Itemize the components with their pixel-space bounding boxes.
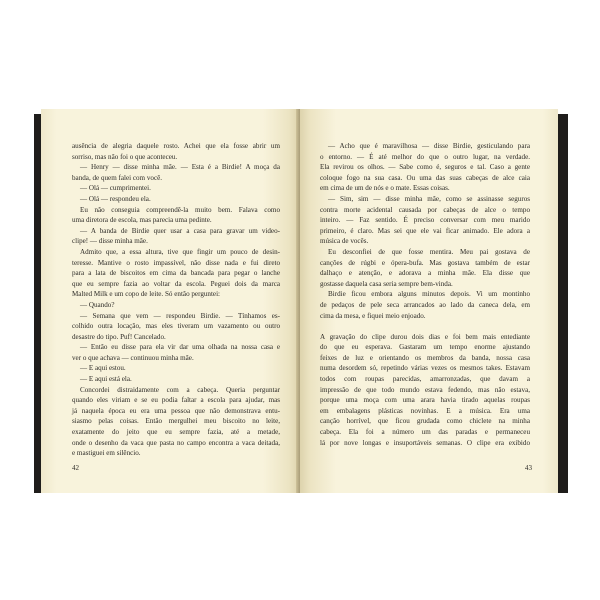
text-line: porque uma moça com uma arara havia tirado aquelas roupas	[320, 396, 530, 405]
text-line: do que eu esperava. Gastaram um tempo enorme ajustando	[320, 343, 530, 352]
text-line: Eu não conseguia compreendê-la muito bem. Falava como	[80, 205, 280, 214]
text-line: desastre do tipo. Puf! Cancelado.	[72, 332, 166, 341]
text-line: exatamente do jeito que eu sempre fazia, até a metade,	[72, 428, 280, 437]
text-line: ausência de alegria daquele rosto. Achei que ela fosse abrir um	[72, 142, 280, 150]
left-page-text	[72, 141, 280, 459]
text-line: lá por nove longas e insuportáveis semanas. O clipe era exibido	[320, 438, 530, 447]
text-line: colhido outra locação, mas eles tiveram um vazamento ou outro	[72, 322, 280, 331]
text-line: canções de rúgbi e ópera-bufa. Mas gostava também de estar	[320, 258, 530, 267]
text-line: feixes de luz e orientando os membros da banda, nossa casa	[320, 353, 530, 362]
text-line: numa desordem só, repetindo várias vezes os mesmos takes. Estavam	[320, 364, 530, 373]
text-line: Malted Milk e um copo de leite. Só então perguntei:	[72, 290, 221, 299]
text-line: primeiro, é claro. Mas sei que ele vai ficar animado. Ele adora a	[320, 226, 530, 235]
right-page	[300, 109, 558, 493]
text-line: — Quando?	[80, 300, 115, 309]
text-line: Birdie ficou embora alguns minutos depois. Vi um montinho	[328, 290, 530, 299]
text-line: — E aqui estou.	[80, 364, 126, 373]
text-line: — Acho que é maravilhosa — disse Birdie, gesticulando para	[328, 142, 530, 150]
text-line: o entorno. — É até melhor do que o outro lugar, na verdade.	[320, 152, 530, 161]
text-line: canção horrível, que ficou grudada como chiclete na minha	[320, 417, 530, 426]
open-book	[34, 109, 568, 493]
left-page	[41, 109, 299, 493]
text-line: Concordei distraidamente com a cabeça. Queria perguntar	[80, 385, 280, 394]
text-line: cabeça. Ela foi a número um das paradas e permaneceu	[320, 428, 530, 437]
text-line: siasmo pelas coisas. Então mergulhei meu biscoito no leite,	[72, 417, 280, 426]
paragraph-gap	[320, 321, 530, 332]
text-line: teresse. Mantive o rosto impassível, não disse nada e fui direto	[72, 258, 280, 267]
text-line: música de vocês.	[320, 237, 369, 246]
text-line: dalhaço e atenção, e adorava a minha mãe. Ela disse que	[320, 269, 530, 278]
text-line: Admito que, a essa altura, tive que fingir um pouco de desin-	[80, 247, 280, 256]
right-page-number: 43	[524, 464, 532, 472]
text-line: contra morte acidental causada por cabeças de alce o tempo	[320, 205, 530, 214]
text-line: onde o desenho da vaca que pasta no campo encontra a vaca deitada,	[72, 438, 280, 447]
text-line: gostasse daquela casa seria sempre bem-vinda.	[320, 279, 453, 288]
text-line: impressão de que todo mundo estava fedendo, mas não estava,	[320, 385, 530, 394]
text-line: coloque fogo na sua casa. Ou uma das suas cabeças de alce caia	[320, 173, 530, 182]
text-line: — Olá — cumprimentei.	[80, 184, 151, 193]
text-line: e mastiguei em silêncio.	[72, 449, 141, 458]
text-line: — Então eu disse para ela vir dar uma olhada na nossa casa e	[80, 343, 280, 352]
text-line: ver o que achava — continuou minha mãe.	[72, 353, 194, 362]
text-line: que eu sempre fazia ao voltar da escola. Peguei dois da marca	[72, 279, 280, 288]
book-cover-right-edge	[558, 114, 568, 493]
text-line: uma diretora de escola, mas parecia uma pedinte.	[72, 216, 212, 225]
text-line: clipe! — disse minha mãe.	[72, 237, 148, 246]
text-line: cima da mesa, e fiquei meio enjoado.	[320, 311, 426, 320]
text-line: — Semana que vem — respondeu Birdie. — Tínhamos es-	[80, 311, 280, 320]
text-line: — A banda de Birdie quer usar a casa para gravar um video-	[80, 226, 280, 235]
text-line: em embalagens plásticas novinhas. E a música. Era uma	[320, 406, 530, 415]
text-line: — E aqui está ela.	[80, 375, 132, 384]
text-line: Eu desconfiei de que fosse mentira. Meu pai gostava de	[328, 247, 530, 256]
text-line: sorriso, mas não foi o que aconteceu.	[72, 152, 178, 161]
text-line: quando eles viriam e se eu podia faltar a escola para ajudar, mas	[72, 396, 280, 405]
text-line: inteiro. — Faz sentido. É preciso conversar com meu marido	[320, 216, 530, 225]
right-page-text	[320, 141, 530, 448]
text-line: — Sim, sim — disse minha mãe, como se assinasse seguros	[328, 194, 530, 203]
left-page-number: 42	[72, 464, 80, 472]
text-line: — Henry — disse minha mãe. — Esta é a Birdie! A moça da	[80, 163, 280, 172]
text-line: todos com roupas parecidas, amarronzadas, que davam a	[320, 375, 530, 384]
text-line: em cima de um de nós e o mate. Essas coisas.	[320, 184, 450, 193]
text-line: — Olá — respondeu ela.	[80, 194, 151, 203]
text-line: para a lata de biscoitos em cima da bancada para pegar o lanche	[72, 269, 280, 278]
text-line: Ela revirou os olhos. — Sabe como é, seguros e tal. Caso a gente	[320, 163, 530, 172]
text-line: de pedaços de pele seca arrancados ao lado da caneca dela, em	[320, 300, 530, 309]
text-line: banda, de quem falei com você.	[72, 173, 163, 182]
text-line: já naquela época eu era uma pessoa que não demonstrava entu-	[72, 406, 280, 415]
text-line: A gravação do clipe durou dois dias e foi bem mais entediante	[320, 332, 530, 341]
